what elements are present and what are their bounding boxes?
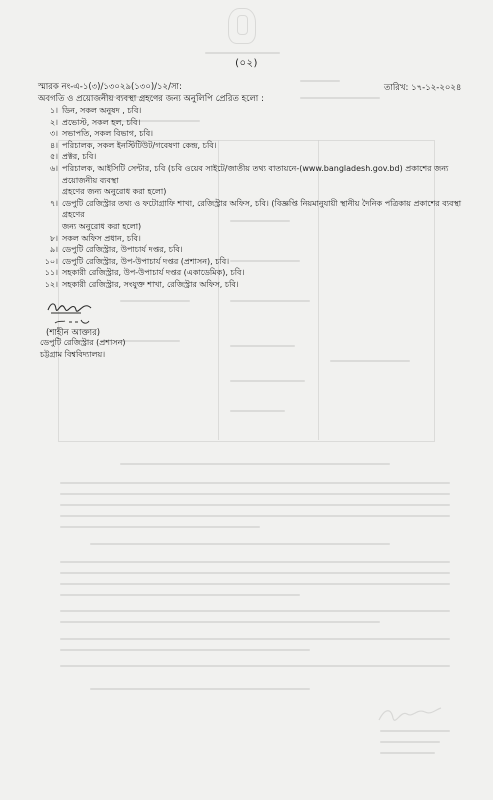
memo-date: তারিখ: ১৭-১২-২০২৪ [384, 83, 462, 93]
memo-reference-number: স্মারক নং-এ-১(৩)/১৩০২৯(১৩০)/১২/সা: [38, 82, 182, 92]
copy-forwarding-note: অবগতি ও প্রয়োজনীয় ব্যবস্থা গ্রহণের জন্য অনুলিপি প্রেরিত হলো : [38, 94, 264, 104]
bleed-through-seal [228, 8, 256, 44]
list-item [38, 233, 463, 245]
signatory-organization: চট্টগ্রাম বিশ্ববিদ্যালয়। [40, 350, 106, 359]
list-item-text: প্রভোস্ট, সকল হল, চবি। [62, 117, 141, 127]
list-item [38, 244, 463, 256]
list-item-number: ১। [49, 106, 58, 115]
page-number: (০২) [235, 58, 258, 69]
list-item [38, 140, 463, 152]
list-item-number: ৭। [49, 198, 58, 208]
distribution-list [38, 105, 463, 291]
list-item-text: পরিচালক, সকল ইনস্টিটিউট/গবেষণা কেন্দ্র, চবি। [62, 140, 217, 150]
list-item-number: ১১। [44, 268, 58, 278]
list-item-number: ৯। [49, 245, 58, 255]
list-item-text: পরিচালক, আইসিটি সেন্টার, চবি (চবি ওয়েব সাইটে/জাতীয় তথ্য বাতায়নে-(www.bangladesh.gov.bd) প্রকাশের জন্য প্রয়োজনীয় ব্যবস্থা গ্রহণের জন্য অনুরোধ করা হলো) [62, 163, 449, 197]
list-item [38, 117, 463, 129]
list-item-text: ডেপুটি রেজিস্ট্রার, উপাচার্য দপ্তর, চবি। [62, 245, 183, 255]
list-item-text: ডিন, সকল অনুষদ , চবি। [62, 106, 142, 115]
list-item [38, 128, 463, 140]
signatory-title: ডেপুটি রেজিস্ট্রার (প্রশাসন) [40, 338, 126, 347]
list-item [38, 105, 463, 117]
list-item-number: ৬। [49, 163, 58, 173]
list-item-number: ৩। [49, 129, 58, 139]
list-item-number: ৮। [49, 233, 58, 243]
bleed-through-signature [375, 700, 445, 730]
list-item-text: সভাপতি, সকল বিভাগ, চবি। [62, 129, 154, 139]
list-item-number: ৫। [49, 152, 58, 162]
signatory-name: (শাহীন আক্তার) [46, 328, 101, 338]
list-item-text: সকল অফিস প্রধান, চবি। [62, 233, 141, 243]
list-item-number: ১২। [44, 279, 58, 289]
list-item-text: প্রক্টর, চবি। [62, 152, 97, 162]
list-item-text: ডেপুটি রেজিস্ট্রার, উপ-উপাচার্য দপ্তর (প্রশাসন), চবি। [62, 256, 230, 266]
list-item [38, 198, 463, 233]
list-item-text: সহকারী রেজিস্ট্রার, উপ-উপাচার্য দপ্তর (একাডেমিক), চবি। [62, 268, 245, 278]
list-item-number: ১০। [44, 256, 58, 266]
list-item-text: সহকারী রেজিস্ট্রার, সংযুক্ত শাখা, রেজিস্ট্রার অফিস, চবি। [62, 279, 239, 289]
list-item [38, 256, 463, 268]
list-item [38, 163, 463, 198]
list-item [38, 151, 463, 163]
list-item-number: ২। [49, 117, 58, 127]
list-item-text: ডেপুটি রেজিস্ট্রার তথ্য ও ফটোগ্রাফি শাখা, রেজিস্ট্রার অফিস, চবি। (বিজ্ঞপ্তি নিয়মানুযায়ী স্থানীয় দৈনিক পত্রিকায় প্রকাশের ব্যবস্থা গ্রহণের জন্য অনুরোধ করা হলো) [62, 198, 462, 231]
list-item-number: ৪। [49, 140, 58, 150]
list-item [38, 279, 463, 291]
handwritten-signature [45, 296, 93, 328]
list-item [38, 267, 463, 279]
